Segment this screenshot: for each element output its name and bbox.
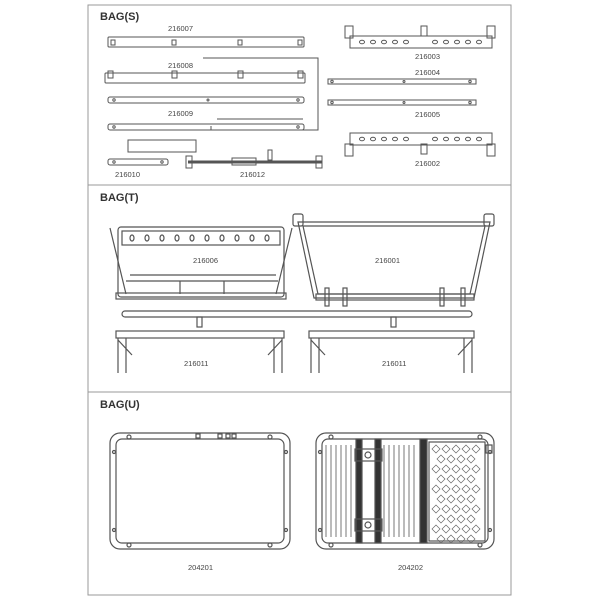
mesh-cell — [457, 515, 465, 523]
part-216009 — [108, 97, 304, 103]
mesh-cell — [452, 525, 460, 533]
mesh-cell — [467, 495, 475, 503]
mesh-cell — [462, 485, 470, 493]
mesh-cell — [457, 535, 465, 543]
mesh-cell — [462, 525, 470, 533]
mesh-cell — [452, 505, 460, 513]
section-title-bag-t: BAG(T) — [100, 192, 139, 204]
mesh-cell — [437, 495, 445, 503]
part-label-216003: 216003 — [415, 52, 441, 61]
mesh-cell — [452, 445, 460, 453]
part-label-216006: 216006 — [193, 256, 219, 265]
part-216008 — [105, 71, 305, 83]
mesh-cell — [472, 525, 480, 533]
part-216012 — [186, 150, 322, 168]
mesh-cell — [447, 515, 455, 523]
section-title-bag-s: BAG(S) — [100, 11, 140, 23]
part-216005 — [328, 100, 476, 105]
mesh-cell — [467, 535, 475, 543]
mesh-cell — [457, 455, 465, 463]
part-label-204201: 204201 — [188, 563, 214, 572]
part-216002 — [345, 133, 495, 156]
part-label-216011-left: 216011 — [184, 359, 209, 368]
mesh-cell — [442, 505, 450, 513]
part-216003 — [345, 26, 495, 48]
part-label-216012: 216012 — [240, 170, 266, 179]
mesh-cell — [437, 475, 445, 483]
mesh-cell — [462, 465, 470, 473]
mesh-cell — [452, 485, 460, 493]
mesh-cell — [462, 445, 470, 453]
mesh-cell — [467, 515, 475, 523]
mesh-cell — [462, 505, 470, 513]
mesh-cell — [467, 475, 475, 483]
section-title-bag-u: BAG(U) — [100, 399, 140, 411]
part-label-216011-right: 216011 — [382, 359, 407, 368]
mesh-cell — [447, 475, 455, 483]
mesh-cell — [447, 535, 455, 543]
mesh-cell — [442, 525, 450, 533]
part-204201 — [110, 433, 290, 549]
part-216009-rod — [108, 124, 304, 130]
mesh-cell — [472, 505, 480, 513]
mesh-cell — [457, 495, 465, 503]
part-label-216005: 216005 — [415, 110, 441, 119]
part-crossbar-rod — [122, 311, 472, 327]
mesh-cell — [452, 465, 460, 473]
mesh-cell — [437, 455, 445, 463]
mesh-cell — [437, 535, 445, 543]
mesh-cell — [472, 445, 480, 453]
mesh-cell — [447, 495, 455, 503]
mesh-cell — [437, 515, 445, 523]
mesh-pattern — [432, 445, 480, 543]
mesh-cell — [442, 445, 450, 453]
part-label-204202: 204202 — [398, 563, 424, 572]
part-label-216008: 216008 — [168, 61, 194, 70]
mesh-cell — [457, 475, 465, 483]
mesh-cell — [472, 485, 480, 493]
part-216004 — [328, 79, 476, 84]
mesh-cell — [432, 445, 440, 453]
mesh-cell — [442, 465, 450, 473]
mesh-cell — [447, 455, 455, 463]
part-216010 — [108, 159, 168, 165]
part-label-216004: 216004 — [415, 68, 441, 77]
mesh-cell — [432, 505, 440, 513]
part-label-216007: 216007 — [168, 24, 194, 33]
part-label-216001: 216001 — [375, 256, 401, 265]
part-216007 — [108, 37, 304, 47]
part-label-216009: 216009 — [168, 109, 194, 118]
mesh-cell — [432, 465, 440, 473]
mesh-cell — [442, 485, 450, 493]
part-label-216002: 216002 — [415, 159, 441, 168]
mesh-cell — [432, 485, 440, 493]
part-label-216010: 216010 — [115, 170, 141, 179]
mesh-cell — [472, 465, 480, 473]
mesh-cell — [432, 525, 440, 533]
mesh-cell — [467, 455, 475, 463]
